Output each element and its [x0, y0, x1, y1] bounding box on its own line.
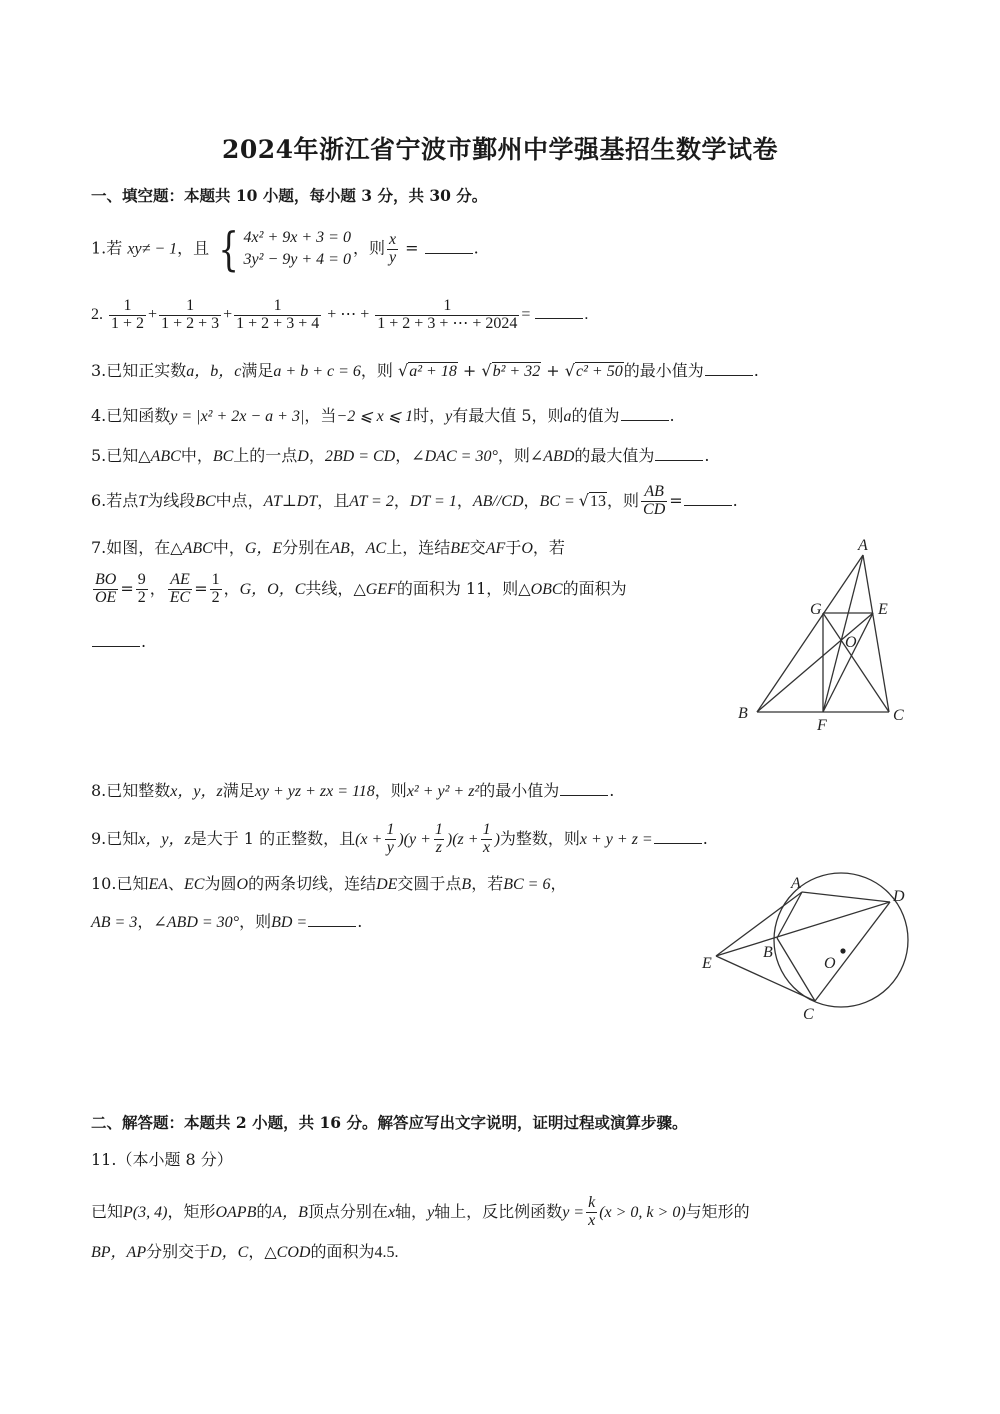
label-d: D	[893, 888, 905, 905]
label-a: A	[858, 537, 868, 554]
brace: {	[218, 222, 240, 276]
triangle-figure	[730, 530, 930, 740]
line-ad	[802, 892, 890, 902]
label-f: F	[817, 717, 827, 734]
question-3: 3.已知正实数a，b，c满足a + b + c = 6，则 √a² + 18 + √b² + 32 + √c² + 50的最小值为 .	[91, 361, 759, 380]
answer-blank[interactable]	[425, 239, 473, 254]
answer-blank[interactable]	[535, 304, 583, 319]
fraction: $\frac{1}{z}$	[434, 821, 443, 856]
fraction: $\frac{AE}{EC}$	[169, 571, 191, 606]
equation-system: 4x² + 9x + 3 = 0 3y² − 9y + 4 = 0	[243, 229, 351, 268]
answer-blank[interactable]	[655, 446, 703, 461]
fraction: $\frac{1}{1 + 2 + 3 + \cdots + 2024}$	[377, 297, 518, 332]
question-11-line-1: 已知P(3, 4)，矩形OAPB的A，B顶点分别在x轴，y轴上，反比例函数y = $\frac{k}{x}$ (x > 0, k > 0)与矩形的	[91, 1194, 750, 1229]
page-title: 2024年浙江省宁波市鄞州中学强基招生数学试卷	[221, 135, 779, 164]
square-root: √c² + 50	[564, 361, 623, 380]
answer-blank[interactable]	[621, 406, 669, 421]
question-9: 9.已知x，y，z是大于 1 的正整数，且(x + $\frac{1}{y}$ )(y + $\frac{1}{z}$ )(z + $\frac{1}{x}$ )为整数，则x + y + z = .	[91, 821, 708, 856]
question-7-line-1: 7.如图，在△ABC中，G，E分别在AB，AC上，连结BE交AF于O，若	[91, 538, 565, 557]
question-10-line-2: AB = 3，∠ABD = 30°，则BD = .	[91, 912, 363, 931]
question-4: 4.已知函数y = |x² + 2x − a + 3|，当−2 ⩽ x ⩽ 1时，y有最大值 5，则a的值为 .	[91, 406, 675, 425]
question-7-line-2: $\frac{BO}{OE}$ = $\frac{9}{2}$ ， $\frac{AE}{EC}$ = $\frac{1}{2}$ ，G，O，C共线，△GEF的面积为 11，则△OBC的面积为	[95, 571, 627, 606]
question-6: 6.若点T为线段BC中点，AT⊥DT，且AT = 2，DT = 1，AB//CD，BC = √13，则 $\frac{AB}{CD}$ = .	[91, 483, 738, 518]
section-2-header: 二、解答题：本题共 2 小题，共 16 分。解答应写出文字说明，证明过程或演算步骤。	[91, 1113, 688, 1132]
label-e: E	[702, 955, 712, 972]
answer-blank[interactable]	[308, 912, 356, 927]
line-cd	[815, 902, 890, 1001]
fraction: $\frac{k}{x}$	[588, 1194, 596, 1229]
fraction: $\frac{1}{2}$	[211, 571, 220, 606]
answer-blank[interactable]	[92, 632, 140, 647]
question-7-line-3: .	[91, 632, 146, 652]
line-ac	[863, 555, 889, 712]
label-c: C	[803, 1006, 814, 1023]
question-11-heading: 11.（本小题 8 分）	[91, 1150, 233, 1169]
square-root: √13	[578, 490, 606, 510]
square-root: √a² + 18	[398, 361, 457, 380]
square-root: √b² + 32	[481, 361, 541, 380]
section-1-header: 一、填空题：本题共 10 小题，每小题 3 分，共 30 分。	[91, 186, 488, 205]
circle-figure	[690, 865, 920, 1025]
fraction: $\frac{1}{1 + 2 + 3}$	[161, 297, 220, 332]
label-c: C	[893, 707, 904, 724]
label-g: G	[810, 601, 822, 618]
answer-blank[interactable]	[684, 491, 732, 506]
question-5: 5.已知△ABC中，BC上的一点D，2BD = CD，∠DAC = 30°，则∠ABD的最大值为 .	[91, 446, 710, 465]
fraction: $\frac{1}{1 + 2}$	[111, 297, 145, 332]
question-2: 2. $\frac{1}{1 + 2}$ + $\frac{1}{1 + 2 + 3}$ + $\frac{1}{1 + 2 + 3 + 4}$ + ⋯ + $\frac{1}{1 + 2 + 3 + \cdots + 2024}$ = .	[91, 297, 589, 332]
answer-blank[interactable]	[560, 781, 608, 796]
line-ef	[823, 613, 873, 712]
label-o: O	[824, 955, 836, 972]
label-b: B	[738, 705, 748, 722]
question-1: 1.若 xy≠ − 1，且 { 4x² + 9x + 3 = 0 3y² − 9y + 4 = 0 ，则 $\frac{x}{y}$ = .	[91, 222, 479, 276]
circle-o	[774, 873, 908, 1007]
fraction: $\frac{1}{y}$	[386, 821, 395, 856]
fraction: $\frac{1}{x}$	[482, 821, 491, 856]
question-8: 8.已知整数x，y，z满足xy + yz + zx = 118，则x² + y² + z²的最小值为 .	[91, 781, 615, 800]
label-a: A	[791, 875, 801, 892]
answer-blank[interactable]	[705, 361, 753, 376]
question-11-line-2: BP，AP分别交于D，C，△COD的面积为4.5.	[91, 1242, 399, 1261]
fraction: $\frac{9}{2}$	[137, 571, 146, 606]
line-ed	[716, 902, 890, 956]
question-10-line-1: 10.已知EA、EC为圆O的两条切线，连结DE交圆于点B，若BC = 6，	[91, 874, 567, 893]
fraction: $\frac{BO}{OE}$	[95, 571, 117, 606]
label-e: E	[878, 601, 888, 618]
fraction: $\frac{AB}{CD}$	[643, 483, 666, 518]
line-bc	[777, 938, 815, 1001]
line-ec	[716, 956, 815, 1001]
center-dot	[840, 948, 845, 953]
fraction: $\frac{1}{1 + 2 + 3 + 4}$	[236, 297, 320, 332]
answer-blank[interactable]	[654, 829, 702, 844]
line-ea	[716, 892, 802, 956]
line-af	[823, 555, 863, 712]
label-o: O	[845, 634, 857, 651]
fraction: $\frac{x}{y}$	[388, 230, 397, 266]
label-b: B	[763, 944, 773, 961]
